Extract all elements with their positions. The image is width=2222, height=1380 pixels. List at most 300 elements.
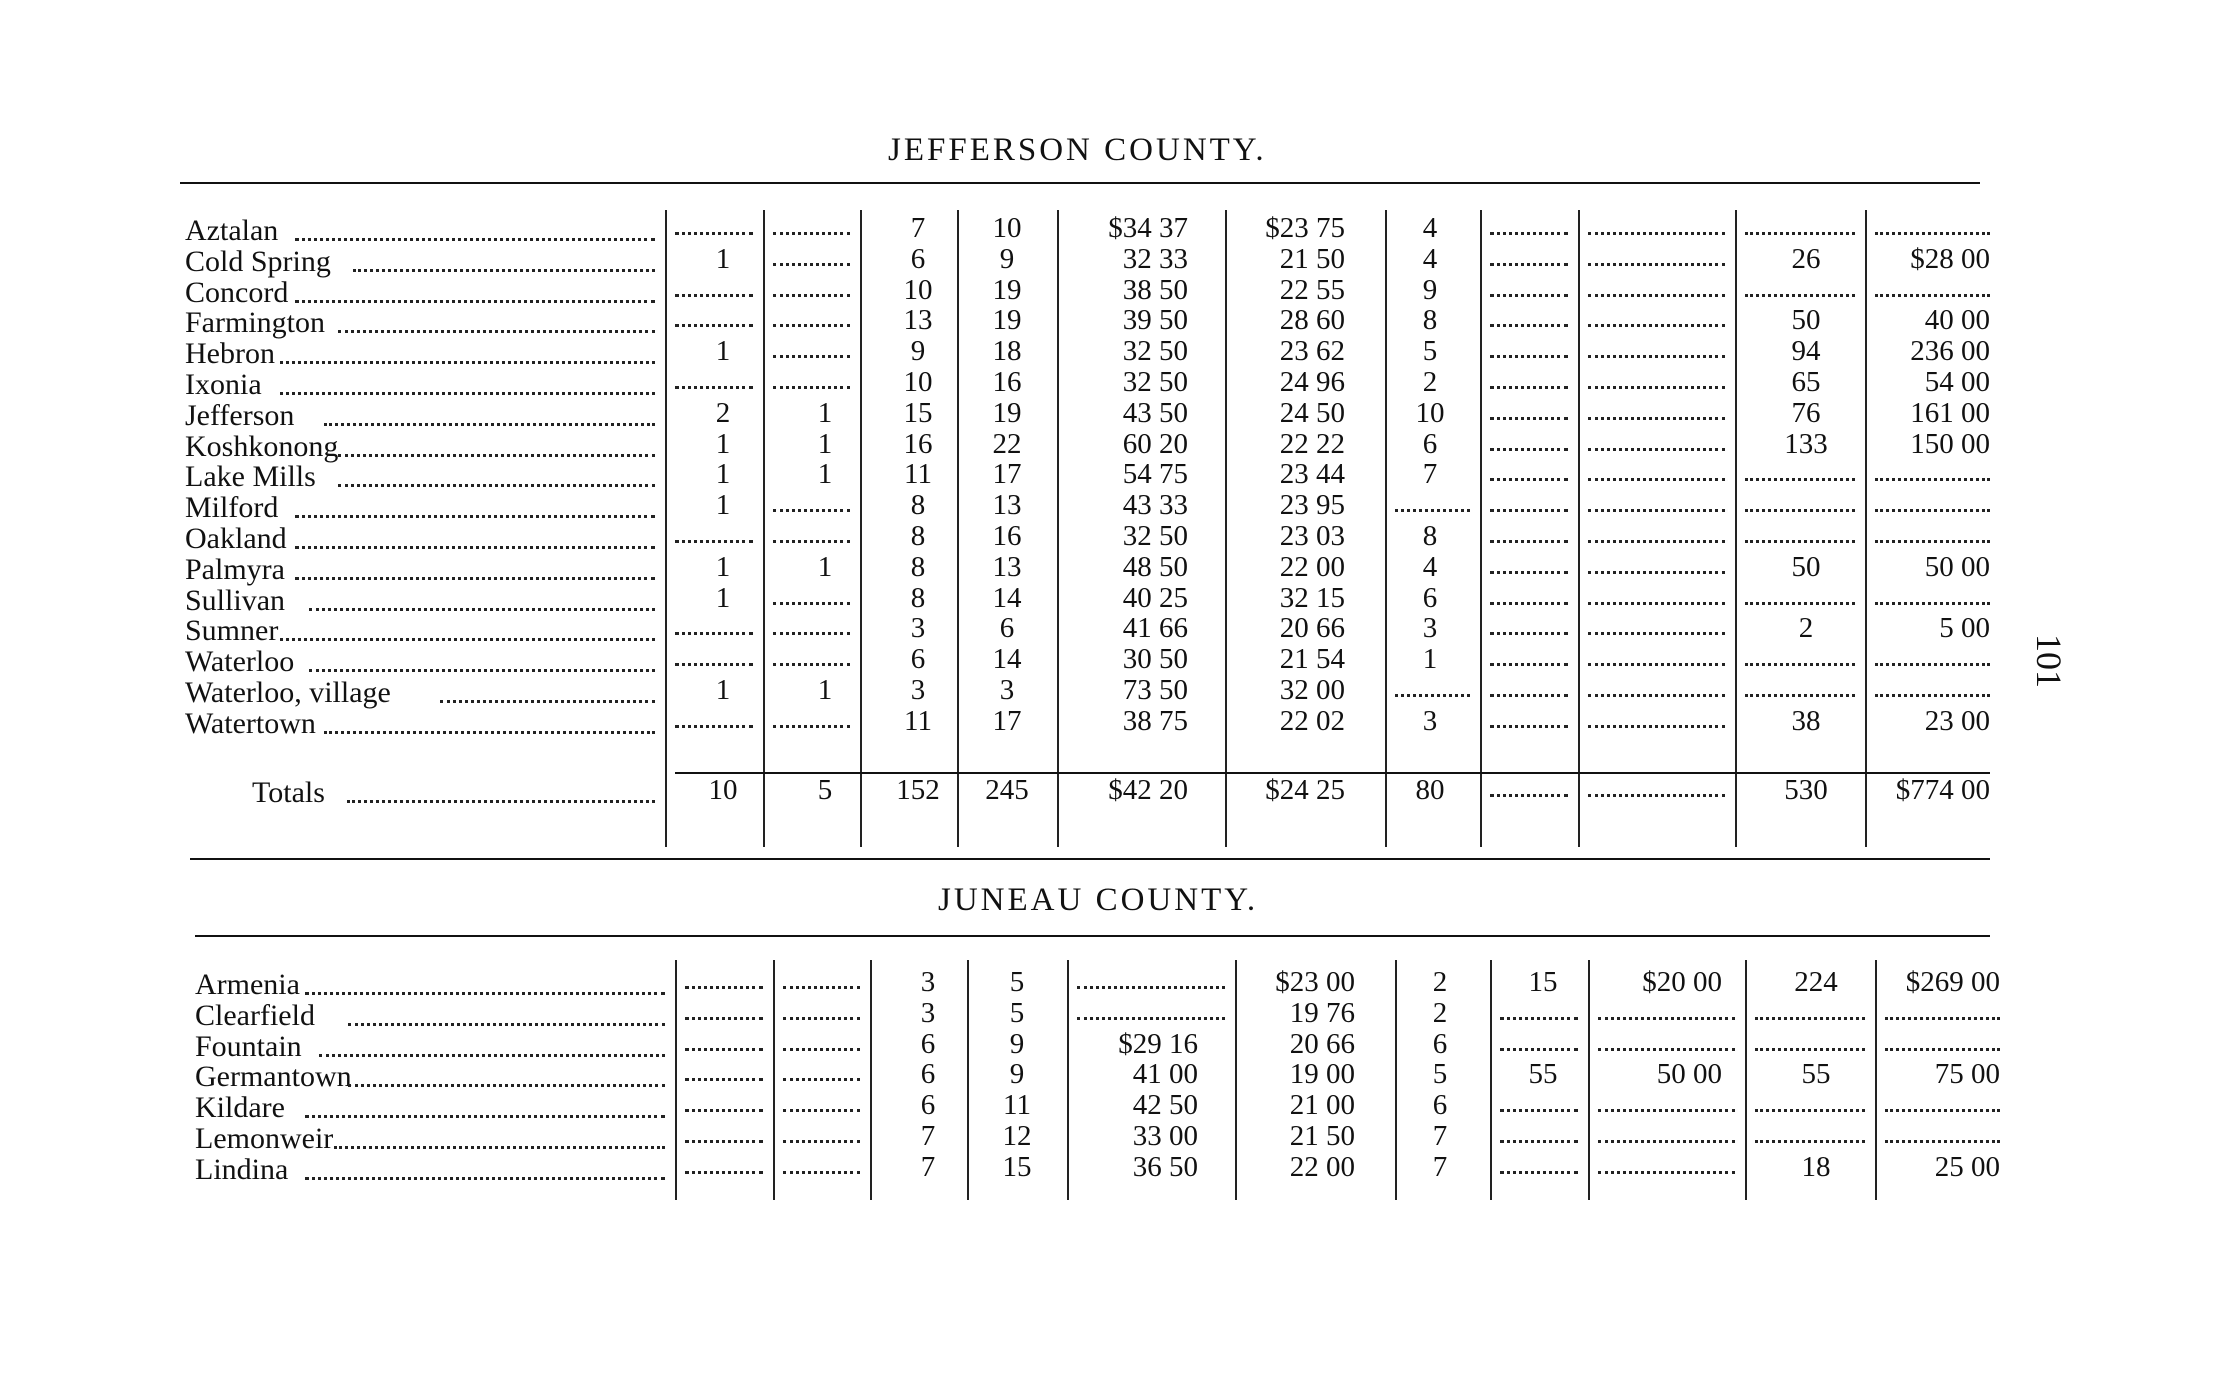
empty-cell-dots [1490, 540, 1568, 543]
leader-dots [295, 577, 656, 580]
table-cell: 1 [817, 396, 833, 429]
empty-cell-dots [1875, 663, 1990, 666]
empty-cell-dots [1588, 694, 1725, 697]
empty-cell-dots [1598, 1109, 1735, 1112]
table-cell: 8 [910, 550, 926, 583]
empty-cell-dots [675, 725, 753, 728]
leader-dots [309, 669, 655, 672]
table-cell: 3 [920, 996, 936, 1029]
table-cell: $29 16 [1118, 1027, 1198, 1060]
table-cell: 21 00 [1289, 1089, 1355, 1122]
table-cell: 21 50 [1279, 242, 1345, 275]
table-cell: $24 25 [1265, 774, 1345, 806]
table-cell: 23 03 [1279, 520, 1345, 552]
table-cell: 152 [896, 774, 940, 806]
leader-dots [338, 330, 655, 333]
empty-cell-dots [773, 602, 850, 605]
table-cell: 50 [1791, 550, 1821, 583]
table-cell: 530 [1784, 774, 1828, 806]
table-cell: 38 [1791, 704, 1821, 737]
empty-cell-dots [1588, 448, 1725, 451]
empty-cell-dots [685, 1017, 763, 1020]
empty-cell-dots [1490, 663, 1568, 666]
row-name: Waterloo, village [185, 676, 391, 709]
empty-cell-dots [1490, 571, 1568, 574]
row-name: Farmington [185, 306, 325, 340]
table-cell: 15 [903, 396, 933, 429]
table-cell: 23 00 [1924, 704, 1990, 737]
table-cell: 10 [708, 774, 738, 806]
table-cell: 6 [910, 242, 926, 275]
table-cell: 13 [903, 304, 933, 337]
empty-cell-dots [1875, 478, 1990, 481]
empty-cell-dots [773, 355, 850, 358]
table-cell: 7 [920, 1120, 936, 1152]
empty-cell-dots [1500, 1109, 1578, 1112]
table-cell: 16 [992, 366, 1022, 398]
totals-label: Totals [252, 776, 325, 809]
table-cell: 161 00 [1910, 396, 1990, 429]
leader-dots [348, 1084, 665, 1087]
empty-cell-dots [1588, 794, 1725, 797]
empty-cell-dots [685, 1109, 763, 1112]
table-cell: 5 [1432, 1058, 1448, 1091]
empty-cell-dots [1588, 509, 1725, 512]
table-cell: 18 [1801, 1150, 1831, 1183]
table-cell: 5 [817, 774, 833, 806]
leader-dots [280, 392, 655, 395]
table-top-rule [195, 935, 1990, 937]
table-cell: 32 00 [1279, 674, 1345, 706]
table-cell: 19 76 [1289, 996, 1355, 1029]
table-cell: 16 [992, 520, 1022, 552]
table-cell: 43 33 [1122, 489, 1188, 522]
table-cell: 8 [910, 581, 926, 614]
table-cell: 2 [715, 396, 731, 429]
empty-cell-dots [1875, 294, 1990, 297]
empty-cell-dots [783, 1109, 860, 1112]
row-name: Ixonia [185, 368, 262, 401]
table-cell: 73 50 [1122, 674, 1188, 706]
row-name: Sullivan [185, 583, 286, 617]
empty-cell-dots [783, 1078, 860, 1081]
empty-cell-dots [773, 540, 850, 543]
table-cell: 54 00 [1924, 366, 1990, 398]
empty-cell-dots [1490, 386, 1568, 389]
table-cell: 21 54 [1279, 643, 1345, 676]
table-cell: 18 [992, 335, 1022, 368]
table-cell: 50 00 [1656, 1058, 1722, 1091]
table-cell: 22 02 [1279, 704, 1345, 737]
table-cell: 10 [992, 212, 1022, 244]
empty-cell-dots [773, 509, 850, 512]
table-cell: 40 25 [1122, 581, 1188, 614]
empty-cell-dots [685, 986, 763, 989]
empty-cell-dots [1745, 694, 1855, 697]
empty-cell-dots [1755, 1140, 1865, 1143]
empty-cell-dots [675, 663, 753, 666]
table-cell: $23 75 [1265, 212, 1345, 244]
table-cell: 76 [1791, 396, 1821, 429]
leader-dots [440, 700, 656, 703]
empty-cell-dots [1885, 1140, 2000, 1143]
table-cell: 8 [910, 489, 926, 522]
empty-cell-dots [1588, 571, 1725, 574]
empty-cell-dots [1490, 355, 1568, 358]
table-cell: 11 [904, 458, 932, 491]
table-cell: 7 [1432, 1120, 1448, 1152]
county-title: JEFFERSON COUNTY. [888, 132, 1267, 168]
empty-cell-dots [773, 386, 850, 389]
table-cell: 55 [1528, 1058, 1558, 1091]
empty-cell-dots [1875, 509, 1990, 512]
empty-cell-dots [675, 294, 753, 297]
table-cell: 94 [1791, 335, 1821, 368]
table-cell: 16 [903, 427, 933, 460]
table-cell: 22 55 [1279, 273, 1345, 306]
row-name: Lemonweir [195, 1122, 334, 1155]
table-cell: 2 [1432, 996, 1448, 1029]
table-cell: 3 [910, 674, 926, 706]
table-cell: 17 [992, 458, 1022, 491]
empty-cell-dots [1395, 509, 1470, 512]
table-cell: 3 [1422, 704, 1438, 737]
empty-cell-dots [675, 540, 753, 543]
table-cell: 30 50 [1122, 643, 1188, 676]
empty-cell-dots [783, 1140, 860, 1143]
table-cell: 24 50 [1279, 396, 1345, 429]
table-cell: 11 [1003, 1089, 1031, 1122]
empty-cell-dots [773, 232, 850, 235]
table-cell: 1 [715, 242, 731, 275]
row-name: Clearfield [195, 998, 315, 1032]
table-cell: 36 50 [1132, 1150, 1198, 1183]
table-cell: 1 [715, 674, 731, 706]
row-name: Watertown [185, 706, 316, 740]
row-name: Jefferson [185, 398, 295, 432]
column-rule [1735, 210, 1737, 847]
table-cell: 19 [992, 396, 1022, 429]
empty-cell-dots [773, 294, 850, 297]
table-cell: $269 00 [1905, 966, 2000, 998]
table-cell: 60 20 [1122, 427, 1188, 460]
table-cell: 9 [1422, 273, 1438, 306]
table-cell: 41 00 [1132, 1058, 1198, 1091]
table-cell: 2 [1422, 366, 1438, 398]
table-cell: 6 [1432, 1089, 1448, 1122]
table-cell: 6 [910, 643, 926, 676]
row-name: Milford [185, 491, 279, 525]
table-cell: 15 [1528, 966, 1558, 998]
leader-dots [334, 1146, 666, 1149]
table-cell: $34 37 [1108, 212, 1188, 244]
empty-cell-dots [1885, 1109, 2000, 1112]
table-cell: 22 00 [1289, 1150, 1355, 1183]
table-cell: 21 50 [1289, 1120, 1355, 1152]
empty-cell-dots [1588, 632, 1725, 635]
empty-cell-dots [675, 324, 753, 327]
table-cell: 13 [992, 489, 1022, 522]
row-name: Concord [185, 275, 289, 309]
column-rule [1745, 960, 1747, 1200]
empty-cell-dots [773, 324, 850, 327]
row-name: Fountain [195, 1029, 302, 1063]
empty-cell-dots [675, 232, 753, 235]
table-top-rule [180, 182, 1980, 184]
table-cell: 13 [992, 550, 1022, 583]
county-title: JUNEAU COUNTY. [938, 882, 1259, 918]
empty-cell-dots [1745, 478, 1855, 481]
row-name: Armenia [195, 968, 300, 1001]
empty-cell-dots [773, 725, 850, 728]
empty-cell-dots [1885, 1017, 2000, 1020]
table-cell: 1 [715, 581, 731, 614]
empty-cell-dots [1755, 1109, 1865, 1112]
table-cell: 17 [992, 704, 1022, 737]
empty-cell-dots [1490, 417, 1568, 420]
table-cell: 3 [920, 966, 936, 998]
empty-cell-dots [1588, 386, 1725, 389]
row-name: Cold Spring [185, 244, 331, 278]
leader-dots [305, 992, 666, 995]
leader-dots [305, 1115, 666, 1118]
table-cell: 40 00 [1924, 304, 1990, 337]
table-cell: 39 50 [1122, 304, 1188, 337]
table-cell: 23 62 [1279, 335, 1345, 368]
table-cell: 8 [1422, 520, 1438, 552]
empty-cell-dots [685, 1171, 763, 1174]
empty-cell-dots [1875, 232, 1990, 235]
table-cell: 33 00 [1132, 1120, 1198, 1152]
table-cell: 28 60 [1279, 304, 1345, 337]
table-cell: 11 [904, 704, 932, 737]
empty-cell-dots [1490, 632, 1568, 635]
empty-cell-dots [1490, 725, 1568, 728]
table-cell: 43 50 [1122, 396, 1188, 429]
empty-cell-dots [1598, 1140, 1735, 1143]
table-cell: 4 [1422, 242, 1438, 275]
leader-dots [295, 546, 656, 549]
leader-dots [295, 238, 656, 241]
column-rule [675, 960, 677, 1200]
empty-cell-dots [1598, 1171, 1735, 1174]
table-cell: $28 00 [1910, 242, 1990, 275]
empty-cell-dots [1490, 263, 1568, 266]
table-cell: 7 [920, 1150, 936, 1183]
table-cell: 1 [715, 489, 731, 522]
table-cell: $42 20 [1108, 774, 1188, 806]
table-cell: 22 [992, 427, 1022, 460]
table-cell: 6 [1422, 581, 1438, 614]
row-name: Aztalan [185, 214, 279, 247]
table-cell: 5 [1009, 966, 1025, 998]
leader-dots [280, 361, 655, 364]
page-number: 101 [2029, 634, 2069, 688]
empty-cell-dots [1875, 540, 1990, 543]
row-name: Palmyra [185, 552, 285, 586]
row-name: Kildare [195, 1091, 285, 1125]
leader-dots [280, 638, 655, 641]
table-cell: 6 [1432, 1027, 1448, 1060]
leader-dots [338, 454, 655, 457]
table-cell: 50 [1791, 304, 1821, 337]
empty-cell-dots [685, 1140, 763, 1143]
leader-dots [338, 484, 655, 487]
table-cell: 1 [715, 427, 731, 460]
table-cell: 24 96 [1279, 366, 1345, 398]
empty-cell-dots [1490, 448, 1568, 451]
row-name: Sumner [185, 614, 279, 648]
table-cell: 2 [1432, 966, 1448, 998]
table-cell: 3 [910, 612, 926, 645]
table-cell: 9 [1009, 1058, 1025, 1091]
table-cell: 245 [985, 774, 1029, 806]
table-cell: 4 [1422, 212, 1438, 244]
empty-cell-dots [1588, 540, 1725, 543]
leader-dots [353, 269, 656, 272]
empty-cell-dots [783, 1017, 860, 1020]
table-cell: 8 [910, 520, 926, 552]
table-cell: 23 95 [1279, 489, 1345, 522]
table-cell: 32 15 [1279, 581, 1345, 614]
table-cell: 1 [817, 550, 833, 583]
empty-cell-dots [675, 386, 753, 389]
table-cell: 32 33 [1122, 242, 1188, 275]
table-cell: 10 [1415, 396, 1445, 429]
table-cell: 224 [1794, 966, 1838, 998]
table-cell: 55 [1801, 1058, 1831, 1091]
empty-cell-dots [1490, 694, 1568, 697]
table-cell: $23 00 [1275, 966, 1355, 998]
table-cell: 1 [817, 674, 833, 706]
empty-cell-dots [1588, 355, 1725, 358]
table-cell: 3 [999, 674, 1015, 706]
table-cell: 236 00 [1910, 335, 1990, 368]
row-name: Lindina [195, 1152, 289, 1186]
empty-cell-dots [1598, 1048, 1735, 1051]
table-cell: 1 [715, 550, 731, 583]
table-cell: 1 [817, 427, 833, 460]
empty-cell-dots [1588, 263, 1725, 266]
table-cell: 65 [1791, 366, 1821, 398]
empty-cell-dots [1588, 417, 1725, 420]
table-cell: 41 66 [1122, 612, 1188, 645]
empty-cell-dots [1745, 663, 1855, 666]
empty-cell-dots [783, 986, 860, 989]
empty-cell-dots [1490, 232, 1568, 235]
table-cell: 22 00 [1279, 550, 1345, 583]
table-cell: 2 [1798, 612, 1814, 645]
table-cell: 38 75 [1122, 704, 1188, 737]
empty-cell-dots [1588, 725, 1725, 728]
table-cell: 42 50 [1132, 1089, 1198, 1122]
empty-cell-dots [1500, 1017, 1578, 1020]
empty-cell-dots [1588, 232, 1725, 235]
empty-cell-dots [1395, 694, 1470, 697]
table-cell: 7 [1422, 458, 1438, 491]
empty-cell-dots [1755, 1048, 1865, 1051]
empty-cell-dots [1500, 1140, 1578, 1143]
empty-cell-dots [1875, 602, 1990, 605]
column-rule [860, 210, 862, 847]
leader-dots [309, 608, 655, 611]
empty-cell-dots [1588, 602, 1725, 605]
table-cell: 6 [920, 1058, 936, 1091]
leader-dots [347, 800, 655, 803]
empty-cell-dots [773, 632, 850, 635]
table-cell: 6 [920, 1089, 936, 1122]
empty-cell-dots [1490, 294, 1568, 297]
empty-cell-dots [773, 263, 850, 266]
empty-cell-dots [1588, 324, 1725, 327]
leader-dots [295, 300, 656, 303]
empty-cell-dots [1745, 540, 1855, 543]
empty-cell-dots [1490, 509, 1568, 512]
empty-cell-dots [1745, 602, 1855, 605]
table-cell: 14 [992, 581, 1022, 614]
empty-cell-dots [685, 1048, 763, 1051]
empty-cell-dots [1490, 602, 1568, 605]
table-cell: 19 [992, 304, 1022, 337]
row-name: Oakland [185, 522, 287, 555]
empty-cell-dots [1588, 663, 1725, 666]
table-cell: 50 00 [1924, 550, 1990, 583]
table-cell: 6 [1422, 427, 1438, 460]
leader-dots [348, 1023, 665, 1026]
empty-cell-dots [1875, 694, 1990, 697]
table-cell: 3 [1422, 612, 1438, 645]
leader-dots [324, 423, 656, 426]
table-cell: 19 00 [1289, 1058, 1355, 1091]
table-cell: 10 [903, 366, 933, 398]
table-cell: 25 00 [1934, 1150, 2000, 1183]
empty-cell-dots [1745, 509, 1855, 512]
table-cell: 20 66 [1289, 1027, 1355, 1060]
table-cell: 1 [1422, 643, 1438, 676]
table-cell: 48 50 [1122, 550, 1188, 583]
empty-cell-dots [1745, 294, 1855, 297]
table-cell: 75 00 [1934, 1058, 2000, 1091]
table-cell: 5 00 [1939, 612, 1990, 645]
table-cell: 7 [910, 212, 926, 244]
empty-cell-dots [675, 632, 753, 635]
empty-cell-dots [1490, 794, 1568, 797]
empty-cell-dots [1745, 232, 1855, 235]
leader-dots [319, 1054, 665, 1057]
table-cell: 12 [1002, 1120, 1032, 1152]
leader-dots [295, 515, 656, 518]
empty-cell-dots [1490, 478, 1568, 481]
leader-dots [305, 1177, 666, 1180]
table-cell: 8 [1422, 304, 1438, 337]
table-cell: 5 [1009, 996, 1025, 1029]
row-name: Germantown [195, 1060, 352, 1094]
table-cell: 26 [1791, 242, 1821, 275]
table-cell: 32 50 [1122, 520, 1188, 552]
column-rule [1480, 210, 1482, 847]
leader-dots [324, 731, 656, 734]
table-cell: 20 66 [1279, 612, 1345, 645]
table-cell: 1 [817, 458, 833, 491]
row-name: Waterloo [185, 645, 295, 679]
column-rule [870, 960, 872, 1200]
empty-cell-dots [685, 1078, 763, 1081]
column-rule [1490, 960, 1492, 1200]
empty-cell-dots [773, 663, 850, 666]
table-cell: 22 22 [1279, 427, 1345, 460]
empty-cell-dots [1490, 324, 1568, 327]
table-cell: 133 [1784, 427, 1828, 460]
